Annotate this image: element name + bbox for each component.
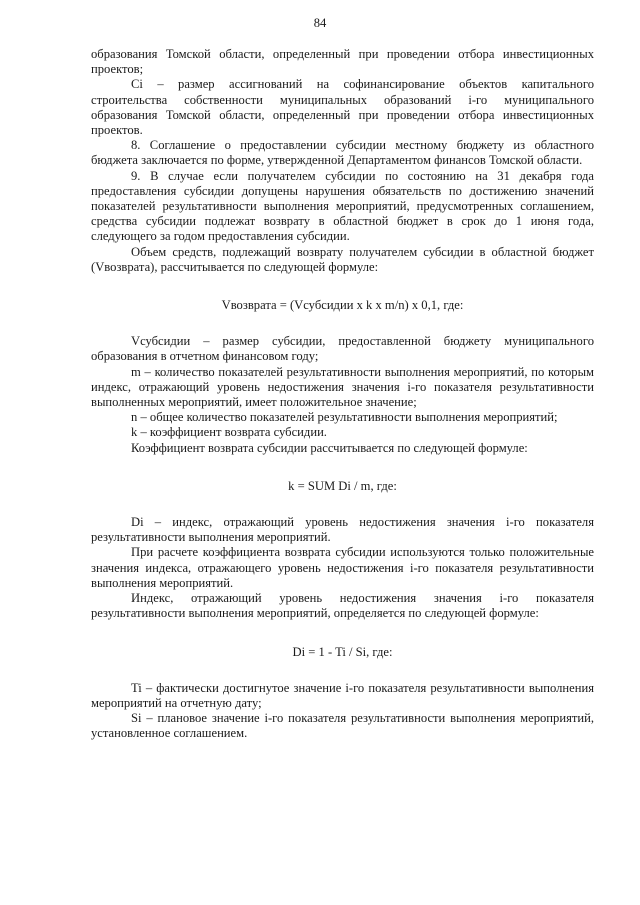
document-body bbox=[91, 47, 594, 742]
paragraph-coefficient-intro: Коэффициент возврата субсидии рассчитывается по следующей формуле: bbox=[131, 440, 528, 455]
paragraph-si-definition: Si – плановое значение i-го показателя результативности выполнения мероприятий, установленное соглашением. bbox=[91, 711, 594, 741]
paragraph-vsubsidy-definition: Vсубсидии – размер субсидии, предоставленной бюджету муниципального образования в отчетном финансовом году; bbox=[91, 334, 594, 364]
paragraph-ci-definition: Ci – размер ассигнований на софинансирование объектов капитального строительства собственности муниципальных образований i-го муниципального образования Томской области, определенный при проведении отбора инвестиционных проектов. bbox=[91, 77, 594, 138]
paragraph-clause-9: 9. В случае если получателем субсидии по состоянию на 31 декабря года предоставления субсидии допущены нарушения обязательств по достижению значений показателей результативности выполнения мероприятий, предусмотренных соглашением, средства субсидии подлежат возврату в областной бюджет в срок до 1 июня года, следующего за годом предоставления субсидии. bbox=[91, 168, 594, 244]
paragraph-positive-values: При расчете коэффициента возврата субсидии используются только положительные значения индекса, отражающего уровень недостижения i-го показателя результативности выполнения мероприятий. bbox=[91, 545, 594, 590]
paragraph-clause-8: 8. Соглашение о предоставлении субсидии местному бюджету из областного бюджета заключается по форме, утвержденной Департаментом финансов Томской области. bbox=[91, 138, 594, 168]
formula-coefficient: k = SUM Di / m, где: bbox=[288, 478, 397, 493]
paragraph-k-definition: k – коэффициент возврата субсидии. bbox=[131, 425, 327, 440]
paragraph-refund-volume: Объем средств, подлежащий возврату получателем субсидии в областной бюджет (Vвозврата), рассчитывается по следующей формуле: bbox=[91, 244, 594, 274]
paragraph-di-definition: Di – индекс, отражающий уровень недостижения значения i-го показателя результативности выполнения мероприятий. bbox=[91, 515, 594, 545]
paragraph-ti-definition: Ti – фактически достигнутое значение i-го показателя результативности выполнения мероприятий на отчетную дату; bbox=[91, 680, 594, 710]
page-number: 84 bbox=[313, 16, 327, 30]
formula-refund: Vвозврата = (Vсубсидии x k x m/n) x 0,1, где: bbox=[221, 298, 464, 313]
paragraph-continuation: образования Томской области, определенный при проведении отбора инвестиционных проектов; bbox=[91, 47, 594, 77]
paragraph-m-definition: m – количество показателей результативности выполнения мероприятий, по которым индекс, отражающий уровень недостижения значения i-го показателя результативности выполненных мероприятий, имеет положительное значение; bbox=[91, 364, 594, 410]
paragraph-index-intro: Индекс, отражающий уровень недостижения значения i-го показателя результативности выполнения мероприятий, определяется по следующей формуле: bbox=[91, 591, 594, 621]
paragraph-n-definition: n – общее количество показателей результативности выполнения мероприятий; bbox=[131, 410, 558, 425]
formula-index: Di = 1 - Ti / Si, где: bbox=[292, 644, 393, 659]
